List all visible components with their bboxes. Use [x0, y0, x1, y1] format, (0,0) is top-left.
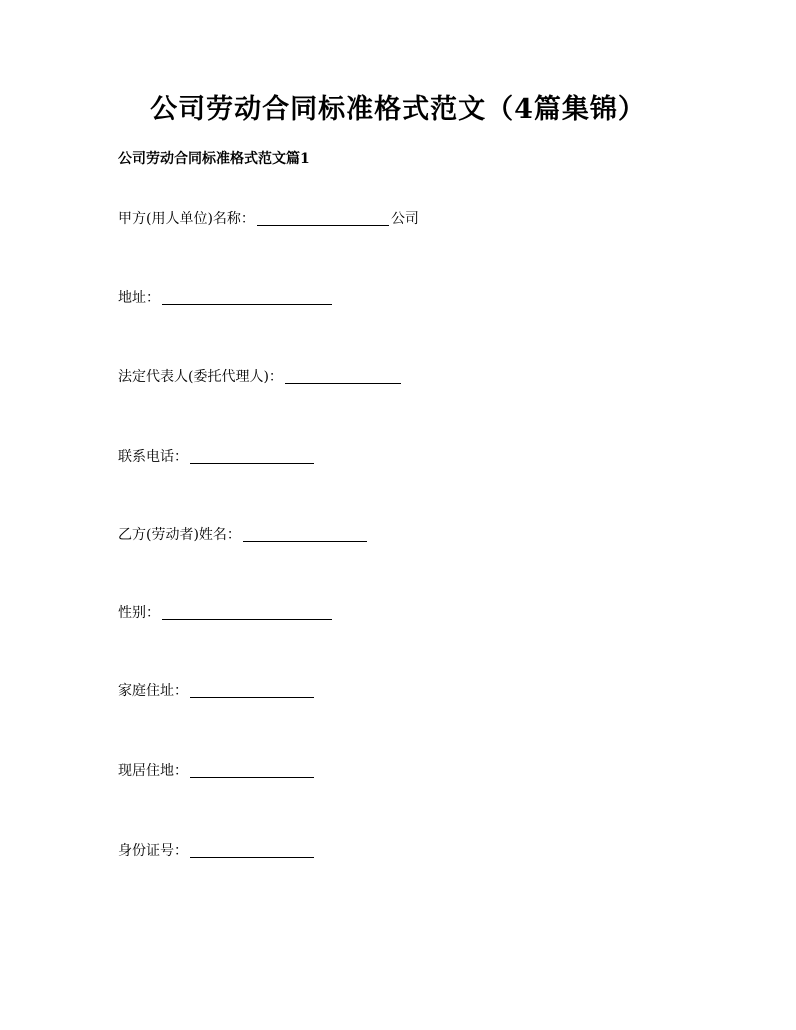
fill-in-blank: [243, 527, 367, 542]
field-label: 家庭住址：: [118, 683, 188, 699]
field-label: 性别：: [118, 605, 160, 621]
field-label: 甲方(用人单位)名称：: [118, 211, 255, 227]
field-label: 现居住地：: [118, 763, 188, 779]
field-current-residence: [118, 760, 314, 782]
fill-in-blank: [162, 290, 332, 305]
field-employer-address: [118, 287, 332, 309]
field-gender: [118, 602, 332, 624]
field-label: 法定代表人(委托代理人)：: [118, 369, 283, 385]
field-contact-phone: [118, 446, 314, 468]
fill-in-blank: [190, 683, 314, 698]
field-employee-name: [118, 524, 367, 546]
section-heading: 公司劳动合同标准格式范文篇1: [118, 151, 310, 167]
fill-in-blank: [162, 605, 332, 620]
fill-in-blank: [190, 449, 314, 464]
field-label: 身份证号：: [118, 843, 188, 859]
field-label: 地址：: [118, 290, 160, 306]
field-suffix: 公司: [390, 211, 419, 227]
fill-in-blank: [190, 843, 314, 858]
field-employer-name: [118, 208, 419, 230]
field-label: 联系电话：: [118, 449, 188, 465]
field-label: 乙方(劳动者)姓名：: [118, 527, 241, 543]
field-legal-representative: [118, 366, 401, 388]
fill-in-blank: [257, 211, 389, 226]
fill-in-blank: [190, 763, 314, 778]
field-id-number: [118, 840, 314, 862]
document-title: 公司劳动合同标准格式范文（4篇集锦）: [150, 94, 646, 125]
field-home-address: [118, 680, 314, 702]
fill-in-blank: [285, 369, 401, 384]
